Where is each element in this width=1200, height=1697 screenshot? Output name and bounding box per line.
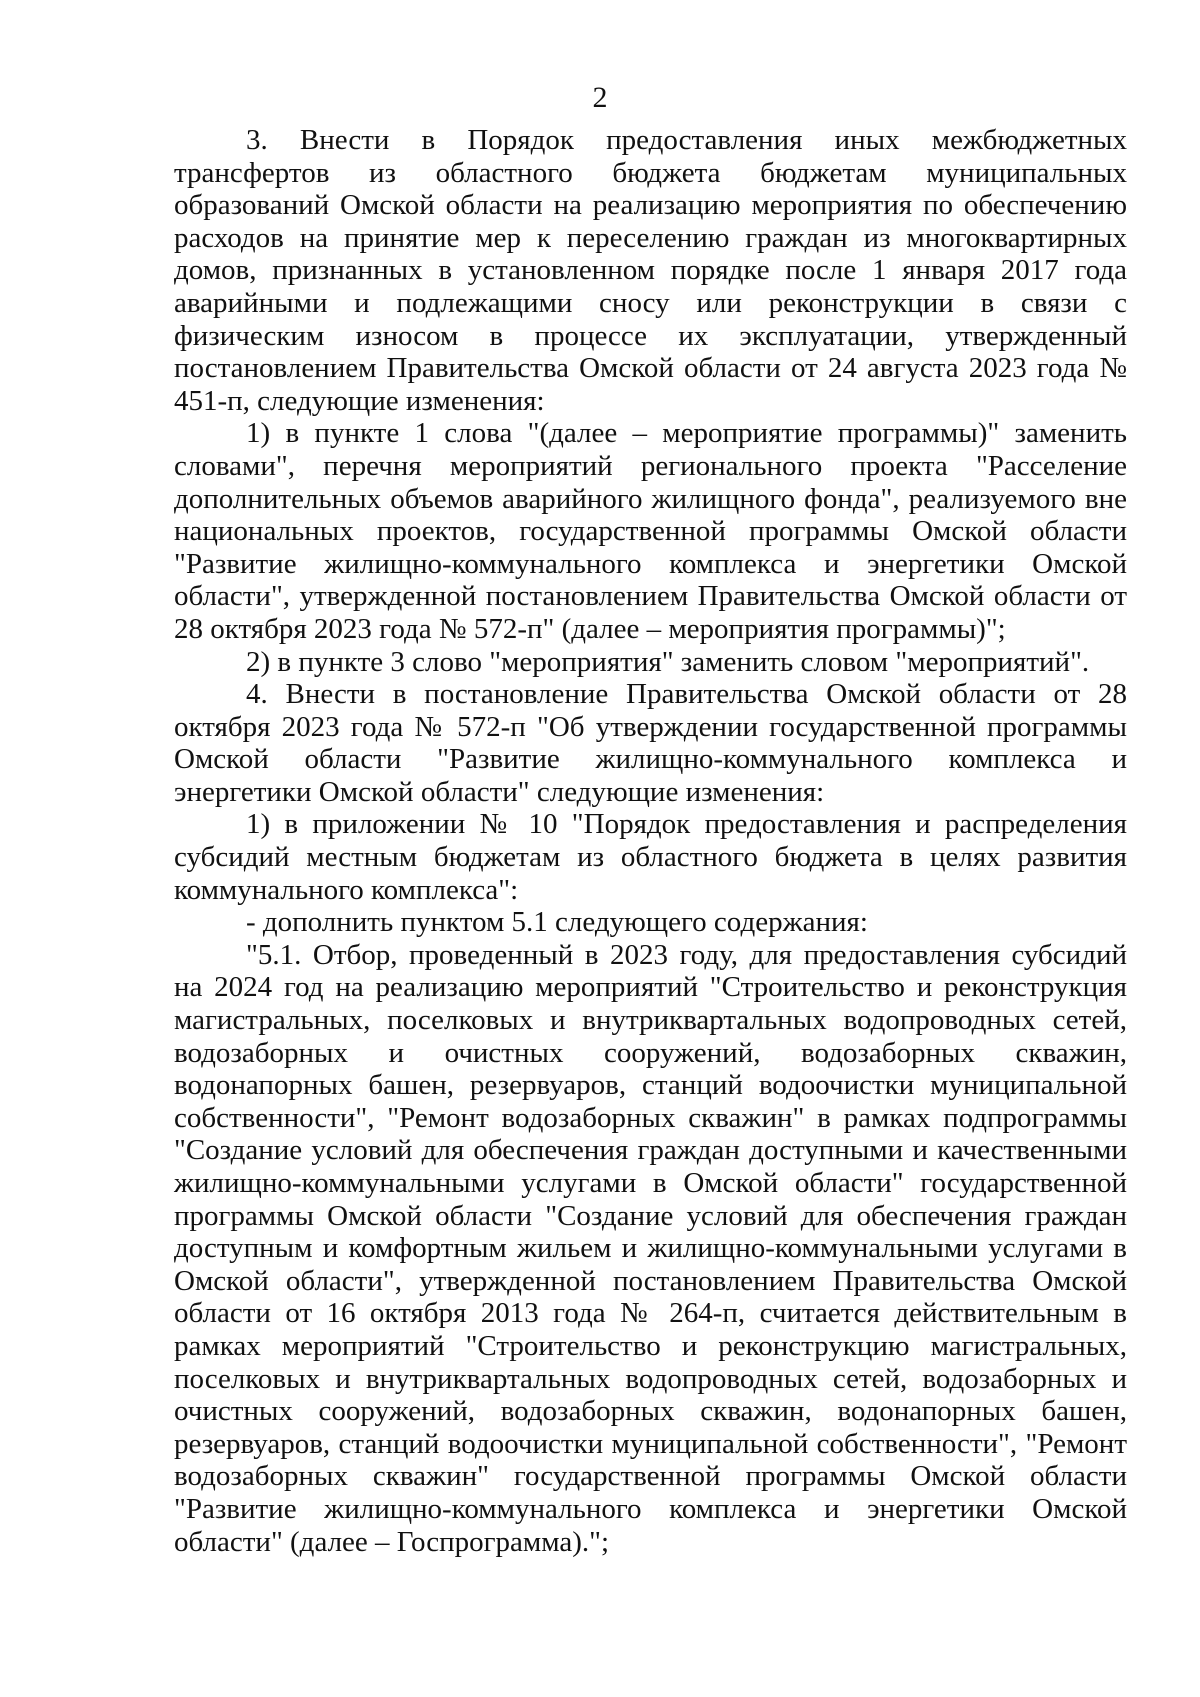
quoted-point-5-1: "5.1. Отбор, проведенный в 2023 году, для предоставления субсидий на 2024 год на реализацию мероприятий "Строительство и реконструкция магистральных, поселковых и внутриквартальных водопроводных сетей, водозаборных и очистных сооружений, водозаборных скважин, водонапорных башен, резервуаров, станций водоочистки муниципальной собственности", "Ремонт водозаборных скважин" в рамках подпрограммы "Создание условий для обеспечения граждан доступными и качественными жилищно-коммунальными услугами в Омской области" государственной программы Омской области "Создание условий для обеспечения граждан доступным и комфортным жильем и жилищно-коммунальными услугами в Омской области", утвержденной постановлением Правительства Омской области от 16 октября 2013 года № 264-п, считается действительным в рамках мероприятий "Строительство и реконструкцию магистральных, поселковых и внутриквартальных водопроводных сетей, водозаборных и очистных сооружений, водозаборных скважин, водонапорных башен, резервуаров, станций водоочистки муниципальной собственности", "Ремонт водозаборных скважин" государственной программы Омской области "Развитие жилищно-коммунального комплекса и энергетики Омской области" (далее – Госпрограмма)."; [174,938,1127,1558]
document-body [174,124,1127,1558]
page-number: 2 [592,81,608,114]
subparagraph-3-1: 1) в пункте 1 слова "(далее – мероприятие программы)" заменить словами", перечня мероприятий регионального проекта "Расселение дополнительных объемов аварийного жилищного фонда", реализуемого вне национальных проектов, государственной программы Омской области "Развитие жилищно-коммунального комплекса и энергетики Омской области", утвержденной постановлением Правительства Омской области от 28 октября 2023 года № 572-п" (далее – мероприятия программы)"; [174,417,1127,645]
bullet-add-point-5-1: - дополнить пунктом 5.1 следующего содержания: [246,906,868,939]
paragraph-item-4: 4. Внести в постановление Правительства Омской области от 28 октября 2023 года № 572-п "Об утверждении государственной программы Омской области "Развитие жилищно-коммунального комплекса и энергетики Омской области" следующие изменения: [174,678,1127,808]
subparagraph-3-2: 2) в пункте 3 слово "мероприятия" заменить словом "мероприятий". [246,645,1090,678]
paragraph-item-3: 3. Внести в Порядок предоставления иных межбюджетных трансфертов из областного бюджета бюджетам муниципальных образований Омской области на реализацию мероприятия по обеспечению расходов на принятие мер к переселению граждан из многоквартирных домов, признанных в установленном порядке после 1 января 2017 года аварийными и подлежащими сносу или реконструкции в связи с физическим износом в процессе их эксплуатации, утвержденный постановлением Правительства Омской области от 24 августа 2023 года № 451-п, следующие изменения: [174,124,1127,417]
subparagraph-4-1: 1) в приложении № 10 "Порядок предоставления и распределения субсидий местным бюджетам из областного бюджета в целях развития коммунального комплекса": [174,808,1127,906]
